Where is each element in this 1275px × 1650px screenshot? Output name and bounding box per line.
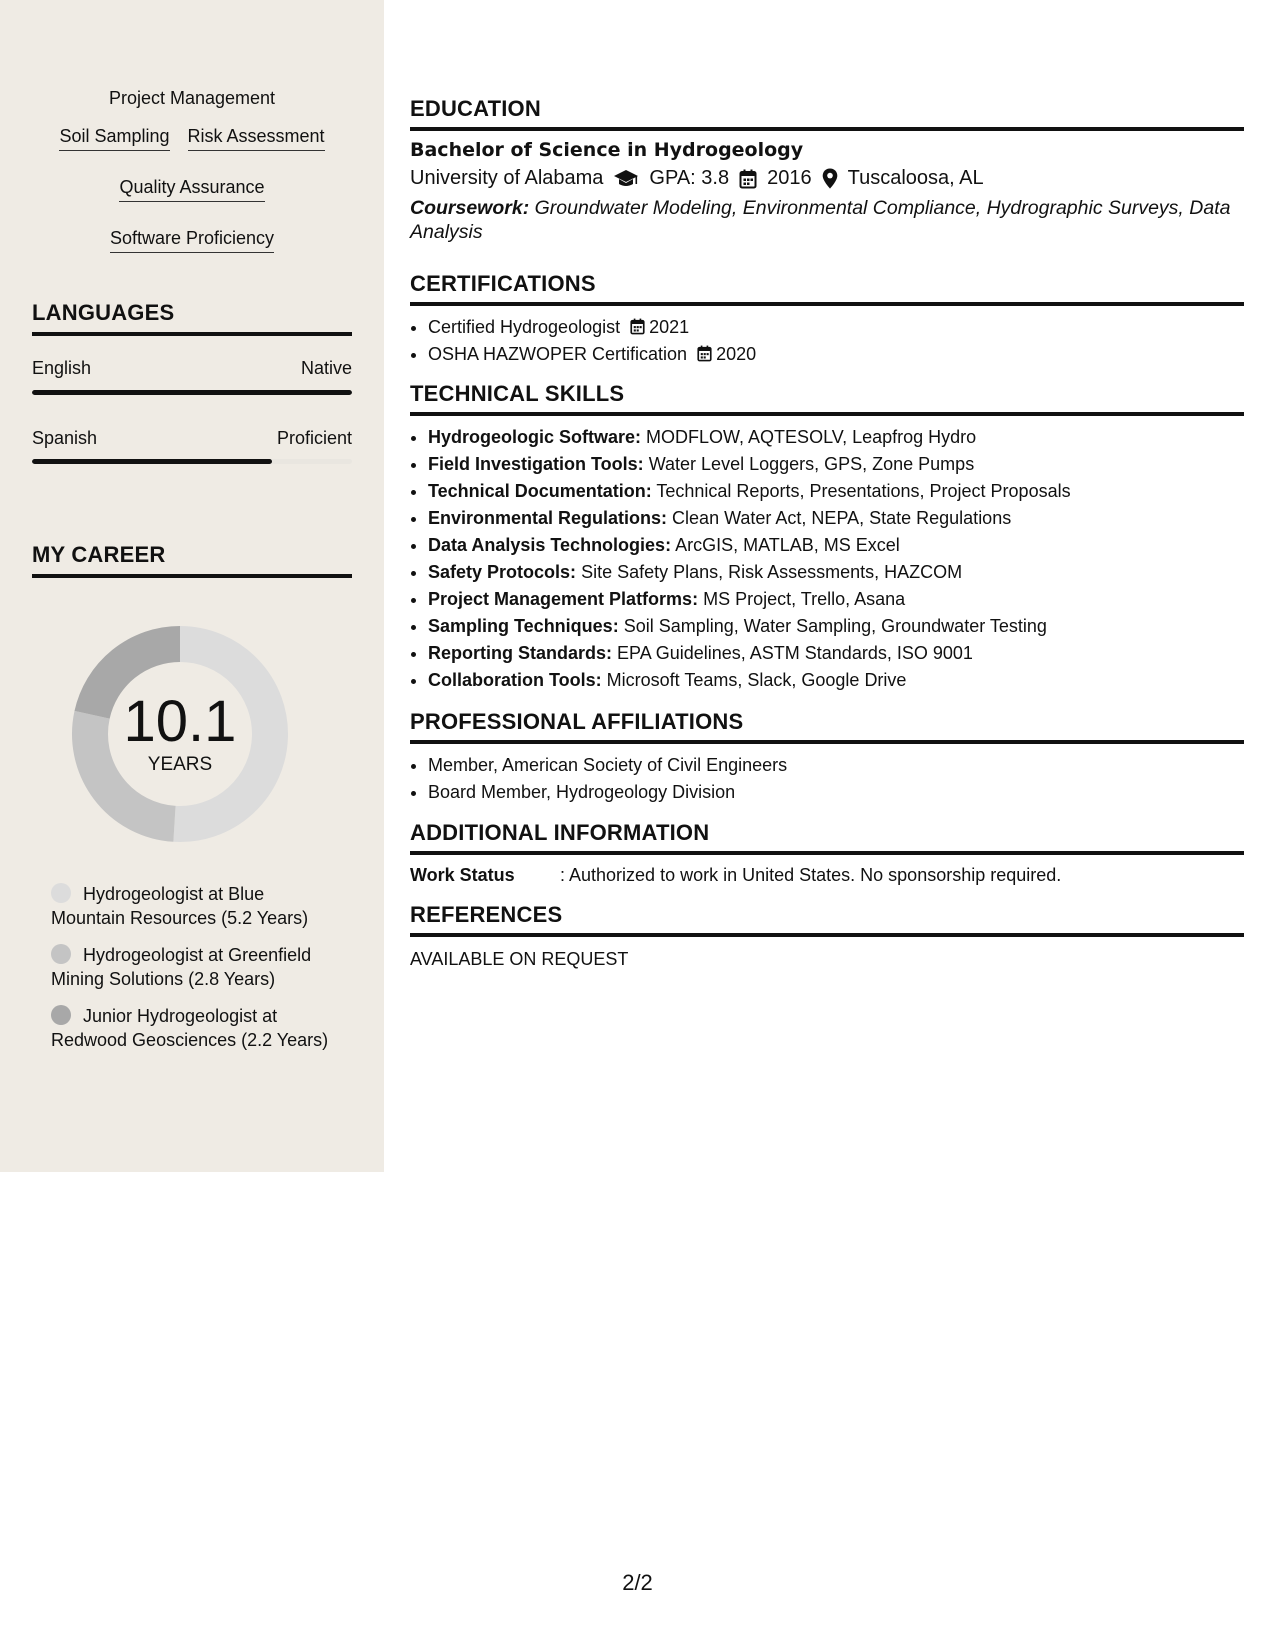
career-heading: MY CAREER xyxy=(32,542,352,578)
location-pin-icon xyxy=(822,168,838,189)
skill-value: MODFLOW, AQTESOLV, Leapfrog Hydro xyxy=(646,427,977,447)
technical-skills-heading: TECHNICAL SKILLS xyxy=(410,381,1244,416)
career-donut-chart xyxy=(66,620,294,848)
legend-dot-icon xyxy=(51,944,71,964)
language-row xyxy=(32,358,352,379)
skill-label: Sampling Techniques: xyxy=(428,616,619,636)
references-text: AVAILABLE ON REQUEST xyxy=(410,949,629,969)
skill-label: Collaboration Tools: xyxy=(428,670,602,690)
graduation-cap-icon xyxy=(613,169,639,189)
references-section xyxy=(410,902,1244,970)
skill-label: Reporting Standards: xyxy=(428,643,613,663)
skill-value: Water Level Loggers, GPS, Zone Pumps xyxy=(648,454,975,474)
career-legend-item xyxy=(51,882,341,930)
gpa: GPA: 3.8 xyxy=(649,167,730,189)
affiliations-heading: PROFESSIONAL AFFILIATIONS xyxy=(410,709,1244,744)
education-meta xyxy=(410,167,1244,190)
additional-info-heading: ADDITIONAL INFORMATION xyxy=(410,820,1244,855)
certification-item xyxy=(428,341,1244,368)
skill-label: Hydrogeologic Software: xyxy=(428,427,642,447)
calendar-icon xyxy=(630,318,645,335)
career-legend xyxy=(51,882,341,1065)
certification-item xyxy=(428,314,1244,341)
coursework xyxy=(410,196,1244,244)
technical-skills-list xyxy=(410,424,1244,694)
language-bar-fill xyxy=(32,459,272,464)
skill-item xyxy=(428,559,1244,586)
career-legend-text: Junior Hydrogeologist at Redwood Geosciences (2.2 Years) xyxy=(51,1006,329,1050)
skill-tag: Project Management xyxy=(108,88,276,108)
skill-item xyxy=(428,532,1244,559)
affiliation-item: • Board Member, Hydrogeology Division xyxy=(428,779,1244,806)
graduation-year: 2016 xyxy=(767,167,812,189)
education-location: Tuscaloosa, AL xyxy=(847,167,984,189)
languages-heading: LANGUAGES xyxy=(32,300,352,336)
language-bar xyxy=(32,459,352,464)
certification-name: OSHA HAZWOPER Certification xyxy=(428,344,688,364)
skill-label: Environmental Regulations: xyxy=(428,508,668,528)
certifications-section xyxy=(410,271,1244,368)
career-total-years: 10.1 xyxy=(123,689,237,754)
skill-item xyxy=(428,424,1244,451)
skill-label: Project Management Platforms: xyxy=(428,589,699,609)
skill-tag: Software Proficiency xyxy=(110,226,274,253)
certifications-heading: CERTIFICATIONS xyxy=(410,271,1244,306)
skill-label: Technical Documentation: xyxy=(428,481,652,501)
skill-value: Microsoft Teams, Slack, Google Drive xyxy=(606,670,907,690)
skill-tags xyxy=(32,86,352,253)
affiliation-item: • Member, American Society of Civil Engineers xyxy=(428,752,1244,779)
coursework-label: Coursework: xyxy=(410,197,530,219)
skill-item xyxy=(428,667,1244,694)
language-bar-fill xyxy=(32,390,352,395)
language-name: Spanish xyxy=(32,428,98,448)
skill-item xyxy=(428,451,1244,478)
career-legend-text: Hydrogeologist at Blue Mountain Resources (5.2 Years) xyxy=(51,884,309,928)
skill-value: ArcGIS, MATLAB, MS Excel xyxy=(675,535,900,555)
language-name: English xyxy=(32,358,92,378)
skill-item xyxy=(428,586,1244,613)
skill-value: Clean Water Act, NEPA, State Regulations xyxy=(672,508,1012,528)
career-legend-text: Hydrogeologist at Greenfield Mining Solutions (2.8 Years) xyxy=(51,945,312,989)
skill-value: MS Project, Trello, Asana xyxy=(703,589,906,609)
work-status-value: : Authorized to work in United States. No sponsorship required. xyxy=(560,865,1062,885)
affiliations-section xyxy=(410,709,1244,806)
calendar-icon xyxy=(739,169,757,189)
legend-dot-icon xyxy=(51,1005,71,1025)
page-number: 2/2 xyxy=(622,1570,653,1595)
certifications-list xyxy=(410,314,1244,368)
skill-item xyxy=(428,505,1244,532)
affiliations-list xyxy=(410,752,1244,806)
skill-label: Data Analysis Technologies: xyxy=(428,535,672,555)
additional-info-section xyxy=(410,820,1244,886)
language-row xyxy=(32,428,352,449)
career-legend-item xyxy=(51,943,341,991)
skill-value: Site Safety Plans, Risk Assessments, HAZCOM xyxy=(581,562,963,582)
certification-name: Certified Hydrogeologist xyxy=(428,317,621,337)
certification-year: 2021 xyxy=(649,317,690,337)
language-level: Proficient xyxy=(276,428,352,448)
skill-label: Safety Protocols: xyxy=(428,562,577,582)
skill-value: EPA Guidelines, ASTM Standards, ISO 9001 xyxy=(617,643,973,663)
sidebar xyxy=(0,0,384,1172)
certification-year: 2020 xyxy=(716,344,757,364)
skill-value: Technical Reports, Presentations, Project Proposals xyxy=(656,481,1071,501)
skill-tag: Quality Assurance xyxy=(119,175,264,202)
work-status xyxy=(410,865,1244,886)
degree-title: Bachelor of Science in Hydrogeology xyxy=(410,139,804,161)
education-heading: EDUCATION xyxy=(410,96,1244,131)
skill-label: Field Investigation Tools: xyxy=(428,454,644,474)
school-name: University of Alabama xyxy=(410,167,604,189)
skill-value: Soil Sampling, Water Sampling, Groundwater Testing xyxy=(623,616,1047,636)
skill-tag: Soil Sampling xyxy=(59,124,169,151)
skill-item xyxy=(428,640,1244,667)
skill-item xyxy=(428,613,1244,640)
coursework-list: Groundwater Modeling, Environmental Compliance, Hydrographic Surveys, Data Analysis xyxy=(410,197,1231,243)
legend-dot-icon xyxy=(51,883,71,903)
career-total-unit: YEARS xyxy=(147,754,213,775)
technical-skills-section xyxy=(410,381,1244,694)
language-level: Native xyxy=(300,358,352,378)
references-heading: REFERENCES xyxy=(410,902,1244,937)
skill-tag: Risk Assessment xyxy=(188,124,325,151)
career-legend-item xyxy=(51,1004,341,1052)
language-bar xyxy=(32,390,352,395)
education-section xyxy=(410,96,1244,244)
calendar-icon xyxy=(697,345,712,362)
work-status-label: Work Status xyxy=(410,865,515,885)
skill-item xyxy=(428,478,1244,505)
